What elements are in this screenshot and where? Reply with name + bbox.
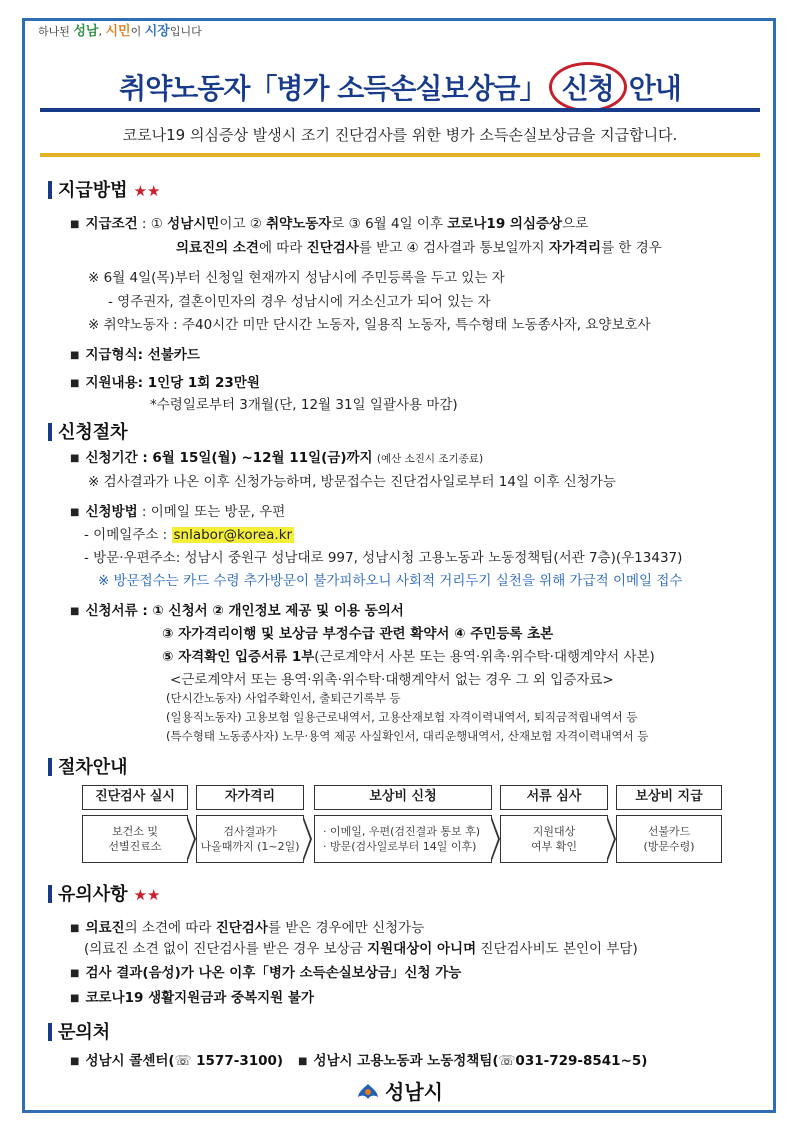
payment-condition-line1: ■ 지급조건 : ① 성남시민이고 ② 취약노동자로 ③ 6월 4일 이후 코로나19 의심증상으로 [70, 212, 588, 232]
seongnam-logo: 성남시 [0, 1076, 800, 1105]
proof-special-worker: (특수형태 노동종사자) 노무·용역 제공 사실확인서, 대리운행내역서, 산재보험 자격이력내역서 등 [166, 729, 649, 743]
section-heading-procedure: 신청절차 [48, 418, 128, 444]
city-slogan: 하나된 성남, 시민이 시장입니다 [38, 24, 202, 39]
required-documents-line1: ■ 신청서류 : ① 신청서 ② 개인정보 제공 및 이용 동의서 [70, 599, 404, 619]
step-4-body: 지원대상 여부 확인 [500, 815, 608, 863]
section-heading-notices: 유의사항 ★★ [48, 880, 160, 906]
star-icon: ★★ [133, 182, 161, 200]
email-address-line: - 이메일주소 : snlabor@korea.kr [84, 527, 293, 543]
section-heading-payment: 지급방법 ★★ [48, 176, 160, 202]
contact-call-center: ■ 성남시 콜센터(☏ 1577-3100) [70, 1049, 283, 1069]
visit-note: ※ 방문접수는 카드 수령 추가방문이 불가피하오니 사회적 거리두기 실천을 위해 가급적 이메일 접수 [98, 573, 683, 589]
title-divider-bottom [40, 153, 760, 157]
notice-2: ■ 검사 결과(음성)가 나온 이후「병가 소득손실보상금」신청 가능 [70, 961, 461, 981]
contact-labor-team: ■ 성남시 고용노동과 노동정책팀(☏031-729-8541~5) [298, 1049, 647, 1069]
support-amount: ■ 지원내용: 1인당 1회 23만원 [70, 371, 260, 391]
notice-3: ■ 코로나19 생활지원금과 중복지원 불가 [70, 986, 314, 1006]
payment-condition-line2: 의료진의 소견에 따라 진단검사를 받고 ④ 검사결과 통보일까지 자가격리를 한 경우 [176, 240, 662, 256]
support-amount-note: *수령일로부터 3개월(단, 12월 31일 일괄사용 마감) [150, 397, 458, 413]
step-4-header: 서류 심사 [500, 785, 608, 810]
step-3-header: 보상비 신청 [314, 785, 492, 810]
section-heading-steps: 절차안내 [48, 753, 128, 779]
notice-1: ■ 의료진의 소견에 따라 진단검사를 받은 경우에만 신청가능 [70, 916, 424, 936]
residency-note: ※ 6월 4일(목)부터 신청일 현재까지 성남시에 주민등록을 두고 있는 자 [88, 270, 505, 286]
vulnerable-worker-note: ※ 취약노동자 : 주40시간 미만 단시간 노동자, 일용직 노동자, 특수형태 노동종사자, 요양보호사 [88, 317, 651, 333]
foreign-resident-note: - 영주권자, 결혼이민자의 경우 성남시에 거소신고가 되어 있는 자 [108, 294, 491, 310]
step-5-body: 선불카드 (방문수령) [616, 815, 722, 863]
arrow-right-icon [303, 815, 312, 863]
step-5-header: 보상비 지급 [616, 785, 722, 810]
email-address[interactable]: snlabor@korea.kr [173, 527, 293, 543]
step-3-body: · 이메일, 우편(검진결과 통보 후) · 방문(검사일로부터 14일 이후) [314, 815, 492, 863]
page-subtitle: 코로나19 의심증상 발생시 조기 진단검사를 위한 병가 소득손실보상금을 지급합니다. [122, 126, 678, 144]
step-2-body: 검사결과가 나올때까지 (1~2일) [196, 815, 304, 863]
visit-address: - 방문·우편주소: 성남시 중원구 성남대로 997, 성남시청 고용노동과 노동정책팀(서관 7층)(우13437) [84, 550, 683, 566]
notice-1-detail: (의료진 소견 없이 진단검사를 받은 경우 보상금 지원대상이 아니며 진단검사비도 본인이 부담) [84, 941, 638, 957]
arrow-right-icon [607, 815, 616, 863]
arrow-right-icon [187, 815, 196, 863]
proof-daily-worker: (일용직노동자) 고용보험 일용근로내역서, 고용산재보험 자격이력내역서, 퇴직금적립내역서 등 [166, 710, 638, 724]
arrow-right-icon [491, 815, 500, 863]
title-divider-top [40, 108, 760, 112]
application-period: ■ 신청기간 : 6월 15일(월) ~12월 11일(금)까지 (예산 소진시 조기종료) [70, 446, 483, 466]
section-heading-contact: 문의처 [48, 1018, 110, 1044]
application-method: ■ 신청방법 : 이메일 또는 방문, 우편 [70, 500, 285, 520]
required-documents-line3: ⑤ 자격확인 입증서류 1부(근로계약서 사본 또는 용역·위촉·위수탁·대행계약서 사본) [162, 649, 655, 665]
star-icon: ★★ [133, 886, 161, 904]
required-documents-line2: ③ 자가격리이행 및 보상금 부정수급 관련 확약서 ④ 주민등록 초본 [162, 626, 554, 642]
alternative-proof-heading: <근로계약서 또는 용역·위촉·위수탁·대행계약서 없는 경우 그 외 입증자료> [170, 672, 614, 688]
proof-part-time: (단시간노동자) 사업주확인서, 출퇴근기록부 등 [166, 691, 401, 705]
title-highlight: 신청 [549, 62, 627, 112]
application-period-note: ※ 검사결과가 나온 이후 신청가능하며, 방문접수는 진단검사일로부터 14일 이후 신청가능 [88, 474, 616, 490]
step-1-header: 진단검사 실시 [82, 785, 188, 810]
page-title: 취약노동자「병가 소득손실보상금」 신청 안내 [0, 62, 800, 112]
city-emblem-icon [357, 1083, 379, 1101]
step-1-body: 보건소 및 선별진료소 [82, 815, 188, 863]
payment-form: ■ 지급형식: 선불카드 [70, 343, 200, 363]
step-2-header: 자가격리 [196, 785, 304, 810]
